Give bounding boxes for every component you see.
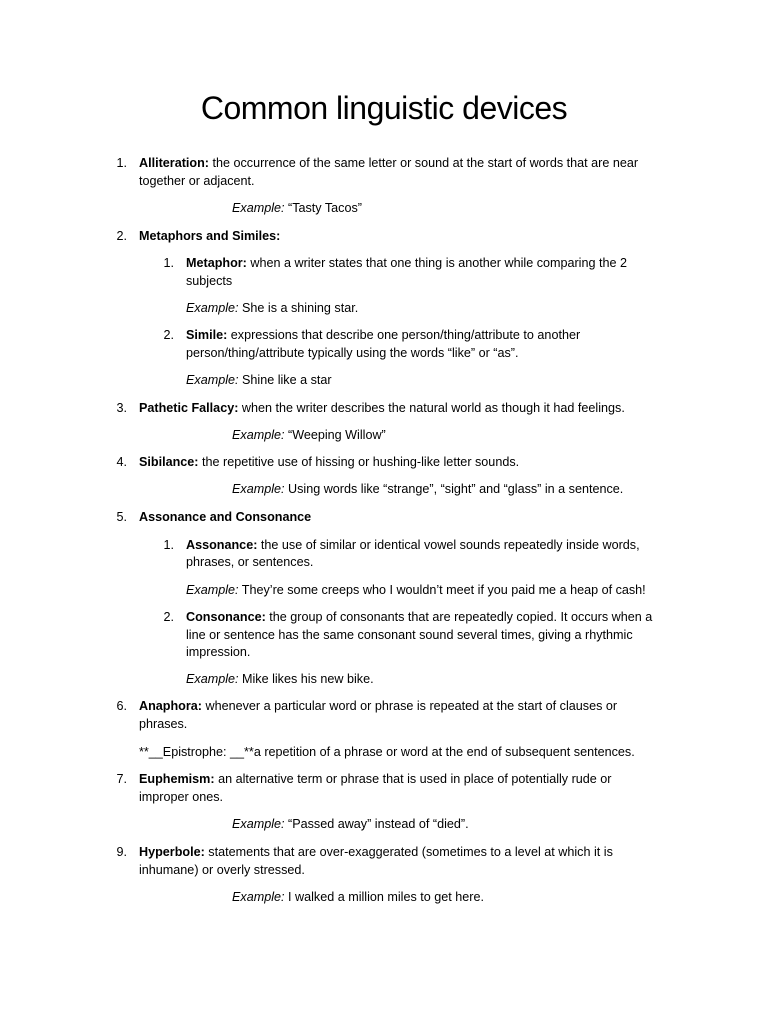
example-label: Example:: [232, 817, 285, 831]
example-label: Example:: [232, 428, 285, 442]
example-label: Example:: [186, 672, 239, 686]
term: Simile:: [186, 328, 228, 342]
example-label: Example:: [186, 373, 239, 387]
example-line: [232, 481, 623, 498]
sub-item-line: [186, 537, 640, 554]
definition: expressions that describe one person/thing/attribute to another: [227, 328, 581, 342]
example-text: “Passed away” instead of “died”.: [284, 817, 469, 831]
example-line: [232, 889, 484, 906]
list-item-line: [139, 771, 612, 788]
definition: the group of consonants that are repeatedly copied. It occurs when a: [265, 610, 653, 624]
definition: the repetitive use of hissing or hushing-like letter sounds.: [198, 455, 520, 469]
item-number: 4.: [116, 455, 127, 469]
definition-continued: improper ones.: [139, 790, 223, 804]
epistrophe-line: **__Epistrophe: __**a repetition of a phrase or word at the end of subsequent sentences.: [139, 745, 635, 759]
example-line: [186, 671, 374, 688]
definition: statements that are over-exaggerated (sometimes to a level at which it is: [204, 845, 613, 859]
definition: an alternative term or phrase that is used in place of potentially rude or: [214, 772, 612, 786]
example-line: [186, 300, 358, 317]
definition: whenever a particular word or phrase is repeated at the start of clauses or: [201, 699, 618, 713]
sub-item-number: 2.: [163, 610, 174, 624]
list-item-line: [139, 509, 311, 526]
example-label: Example:: [232, 482, 285, 496]
definition: when a writer states that one thing is another while comparing the 2: [246, 256, 627, 270]
example-label: Example:: [232, 201, 285, 215]
item-number: 2.: [116, 229, 127, 243]
definition-continued: together or adjacent.: [139, 174, 255, 188]
example-label: Example:: [186, 301, 239, 315]
sub-item-line: [186, 327, 580, 344]
list-item-line: [139, 228, 280, 245]
list-item-line: [139, 698, 617, 715]
term: Sibilance:: [139, 455, 199, 469]
example-text: Shine like a star: [238, 373, 332, 387]
example-text: “Tasty Tacos”: [284, 201, 362, 215]
definition-continued: person/thing/attribute typically using the words “like” or “as”.: [186, 346, 519, 360]
list-item-line: [139, 454, 519, 471]
item-number: 1.: [116, 156, 127, 170]
definition: when the writer describes the natural world as though it had feelings.: [238, 401, 625, 415]
example-label: Example:: [186, 583, 239, 597]
example-line: [232, 427, 386, 444]
example-text: I walked a million miles to get here.: [284, 890, 484, 904]
example-line: [186, 582, 646, 599]
item-number: 9.: [116, 845, 127, 859]
definition: the use of similar or identical vowel sounds repeatedly inside words,: [257, 538, 640, 552]
term: Assonance:: [186, 538, 258, 552]
sub-item-number: 2.: [163, 328, 174, 342]
definition-continued: line or sentence has the same consonant sound several times, giving a rhythmic: [186, 628, 633, 642]
sub-item-line: [186, 609, 652, 626]
item-number: 5.: [116, 510, 127, 524]
example-text: They’re some creeps who I wouldn’t meet if you paid me a heap of cash!: [238, 583, 646, 597]
definition: the occurrence of the same letter or sound at the start of words that are near: [208, 156, 639, 170]
page-title: Common linguistic devices: [200, 90, 568, 126]
example-text: Mike likes his new bike.: [238, 672, 374, 686]
definition-continued: inhumane) or overly stressed.: [139, 863, 305, 877]
definition-continued: subjects: [186, 274, 233, 288]
example-text: “Weeping Willow”: [284, 428, 386, 442]
example-line: [186, 372, 332, 389]
term: Anaphora:: [139, 699, 202, 713]
item-number: 7.: [116, 772, 127, 786]
example-line: [232, 200, 362, 217]
example-text: Using words like “strange”, “sight” and “glass” in a sentence.: [284, 482, 624, 496]
definition-continued: phrases.: [139, 717, 188, 731]
term: Euphemism:: [139, 772, 215, 786]
sub-item-number: 1.: [163, 538, 174, 552]
list-item-line: [139, 155, 638, 172]
example-label: Example:: [232, 890, 285, 904]
item-number: 3.: [116, 401, 127, 415]
term: Assonance and Consonance: [139, 510, 312, 524]
term: Metaphor:: [186, 256, 247, 270]
list-item-line: [139, 400, 625, 417]
term: Pathetic Fallacy:: [139, 401, 239, 415]
example-line: [232, 816, 469, 833]
sub-item-number: 1.: [163, 256, 174, 270]
example-text: She is a shining star.: [238, 301, 359, 315]
term: Alliteration:: [139, 156, 209, 170]
definition-continued: phrases, or sentences.: [186, 555, 314, 569]
term: Hyperbole:: [139, 845, 205, 859]
term: Consonance:: [186, 610, 266, 624]
term: Metaphors and Similes:: [139, 229, 281, 243]
item-number: 6.: [116, 699, 127, 713]
sub-item-line: [186, 255, 627, 272]
definition-continued: impression.: [186, 645, 251, 659]
list-item-line: [139, 844, 613, 861]
